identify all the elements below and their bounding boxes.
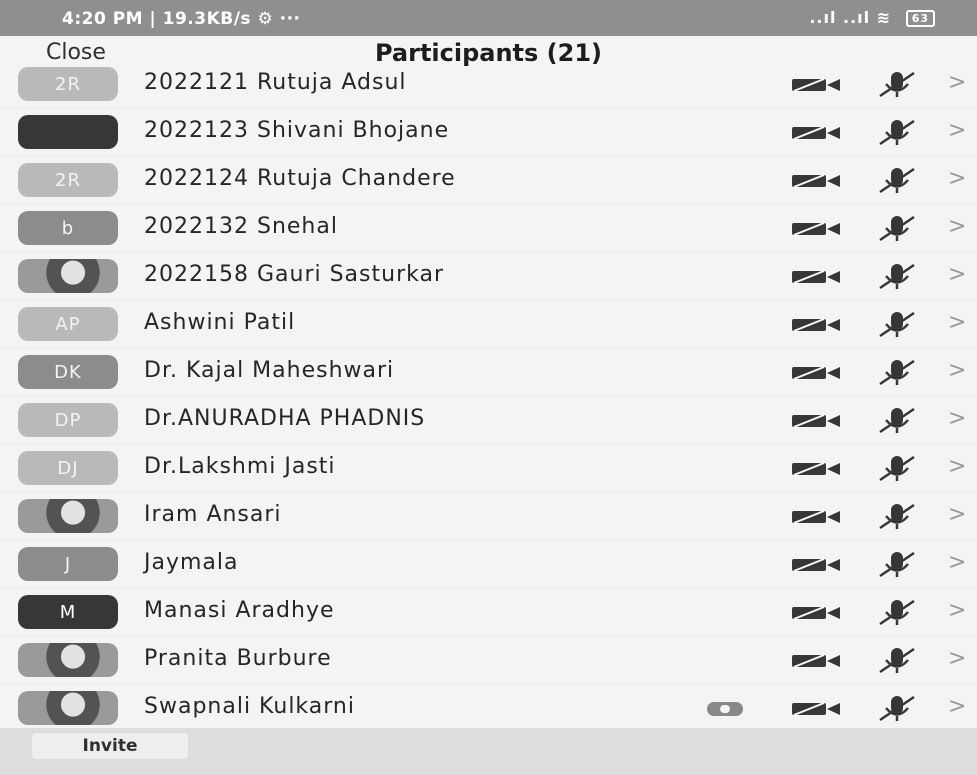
avatar: DP (18, 403, 118, 437)
mic-muted-icon[interactable] (872, 357, 920, 387)
mic-muted-icon[interactable] (872, 693, 920, 723)
participant-row[interactable] (0, 60, 977, 108)
participant-name: Dr.Lakshmi Jasti (144, 454, 336, 479)
participant-row[interactable] (0, 156, 977, 204)
battery-icon: 63 (906, 10, 935, 27)
mic-muted-icon[interactable] (872, 117, 920, 147)
video-off-icon[interactable] (790, 557, 842, 573)
participant-row[interactable] (0, 636, 977, 684)
chevron-right-icon[interactable]: > (948, 694, 967, 719)
participant-row[interactable] (0, 204, 977, 252)
video-off-icon[interactable] (790, 173, 842, 189)
avatar: 2R (18, 163, 118, 197)
participant-row[interactable] (0, 108, 977, 156)
participant-row[interactable] (0, 396, 977, 444)
participant-row[interactable] (0, 492, 977, 540)
video-off-icon[interactable] (790, 653, 842, 669)
avatar: AP (18, 307, 118, 341)
participant-name: 2022124 Rutuja Chandere (144, 166, 456, 191)
avatar: 2R (18, 67, 118, 101)
participant-name: 2022158 Gauri Sasturkar (144, 262, 444, 287)
participant-row[interactable] (0, 300, 977, 348)
chevron-right-icon[interactable]: > (948, 310, 967, 335)
chevron-right-icon[interactable]: > (948, 118, 967, 143)
participant-name: Dr. Kajal Maheshwari (144, 358, 395, 383)
participant-name: Pranita Burbure (144, 646, 332, 671)
avatar (18, 259, 118, 293)
avatar: M (18, 595, 118, 629)
chevron-right-icon[interactable]: > (948, 166, 967, 191)
chevron-right-icon[interactable]: > (948, 406, 967, 431)
raised-hand-icon (707, 702, 743, 716)
status-bar (0, 0, 977, 36)
participant-name: Ashwini Patil (144, 310, 296, 335)
video-off-icon[interactable] (790, 77, 842, 93)
participant-row[interactable] (0, 684, 977, 732)
participant-name: Dr.ANURADHA PHADNIS (144, 406, 426, 431)
participant-row[interactable] (0, 348, 977, 396)
chevron-right-icon[interactable]: > (948, 358, 967, 383)
video-off-icon[interactable] (790, 701, 842, 717)
chevron-right-icon[interactable]: > (948, 646, 967, 671)
mic-muted-icon[interactable] (872, 453, 920, 483)
video-off-icon[interactable] (790, 269, 842, 285)
participant-name: 2022123 Shivani Bhojane (144, 118, 450, 143)
avatar: b (18, 211, 118, 245)
mic-muted-icon[interactable] (872, 645, 920, 675)
avatar (18, 643, 118, 677)
video-off-icon[interactable] (790, 221, 842, 237)
video-off-icon[interactable] (790, 509, 842, 525)
mic-muted-icon[interactable] (872, 261, 920, 291)
signal-icon: ..ıl ..ıl ≋ (809, 8, 892, 27)
chevron-right-icon[interactable]: > (948, 214, 967, 239)
footer-bar (0, 728, 977, 775)
avatar: J (18, 547, 118, 581)
invite-button[interactable]: Invite (32, 733, 188, 759)
mic-muted-icon[interactable] (872, 549, 920, 579)
participant-name: Jaymala (144, 550, 239, 575)
mic-muted-icon[interactable] (872, 309, 920, 339)
chevron-right-icon[interactable]: > (948, 550, 967, 575)
avatar (18, 499, 118, 533)
participant-name: Iram Ansari (144, 502, 282, 527)
video-off-icon[interactable] (790, 461, 842, 477)
video-off-icon[interactable] (790, 317, 842, 333)
avatar: DJ (18, 451, 118, 485)
signal-wifi-indicators (809, 8, 935, 27)
mic-muted-icon[interactable] (872, 69, 920, 99)
mic-muted-icon[interactable] (872, 597, 920, 627)
chevron-right-icon[interactable]: > (948, 454, 967, 479)
participant-name: 2022132 Snehal (144, 214, 338, 239)
status-time: 4:20 PM | 19.3KB/s ⚙ ··· (62, 9, 301, 29)
mic-muted-icon[interactable] (872, 165, 920, 195)
participant-row[interactable] (0, 588, 977, 636)
chevron-right-icon[interactable]: > (948, 598, 967, 623)
mic-muted-icon[interactable] (872, 405, 920, 435)
page-title: Participants (21) (374, 39, 603, 67)
video-off-icon[interactable] (790, 365, 842, 381)
avatar (18, 115, 118, 149)
participant-row[interactable] (0, 540, 977, 588)
participant-row[interactable] (0, 444, 977, 492)
participant-name: Swapnali Kulkarni (144, 694, 355, 719)
video-off-icon[interactable] (790, 125, 842, 141)
chevron-right-icon[interactable]: > (948, 262, 967, 287)
mic-muted-icon[interactable] (872, 501, 920, 531)
mic-muted-icon[interactable] (872, 213, 920, 243)
participant-row[interactable] (0, 252, 977, 300)
video-off-icon[interactable] (790, 413, 842, 429)
participant-name: Manasi Aradhye (144, 598, 335, 623)
chevron-right-icon[interactable]: > (948, 502, 967, 527)
avatar (18, 691, 118, 725)
video-off-icon[interactable] (790, 605, 842, 621)
avatar: DK (18, 355, 118, 389)
close-button[interactable]: Close (46, 40, 106, 65)
chevron-right-icon[interactable]: > (948, 70, 967, 95)
participant-name: 2022121 Rutuja Adsul (144, 70, 407, 95)
